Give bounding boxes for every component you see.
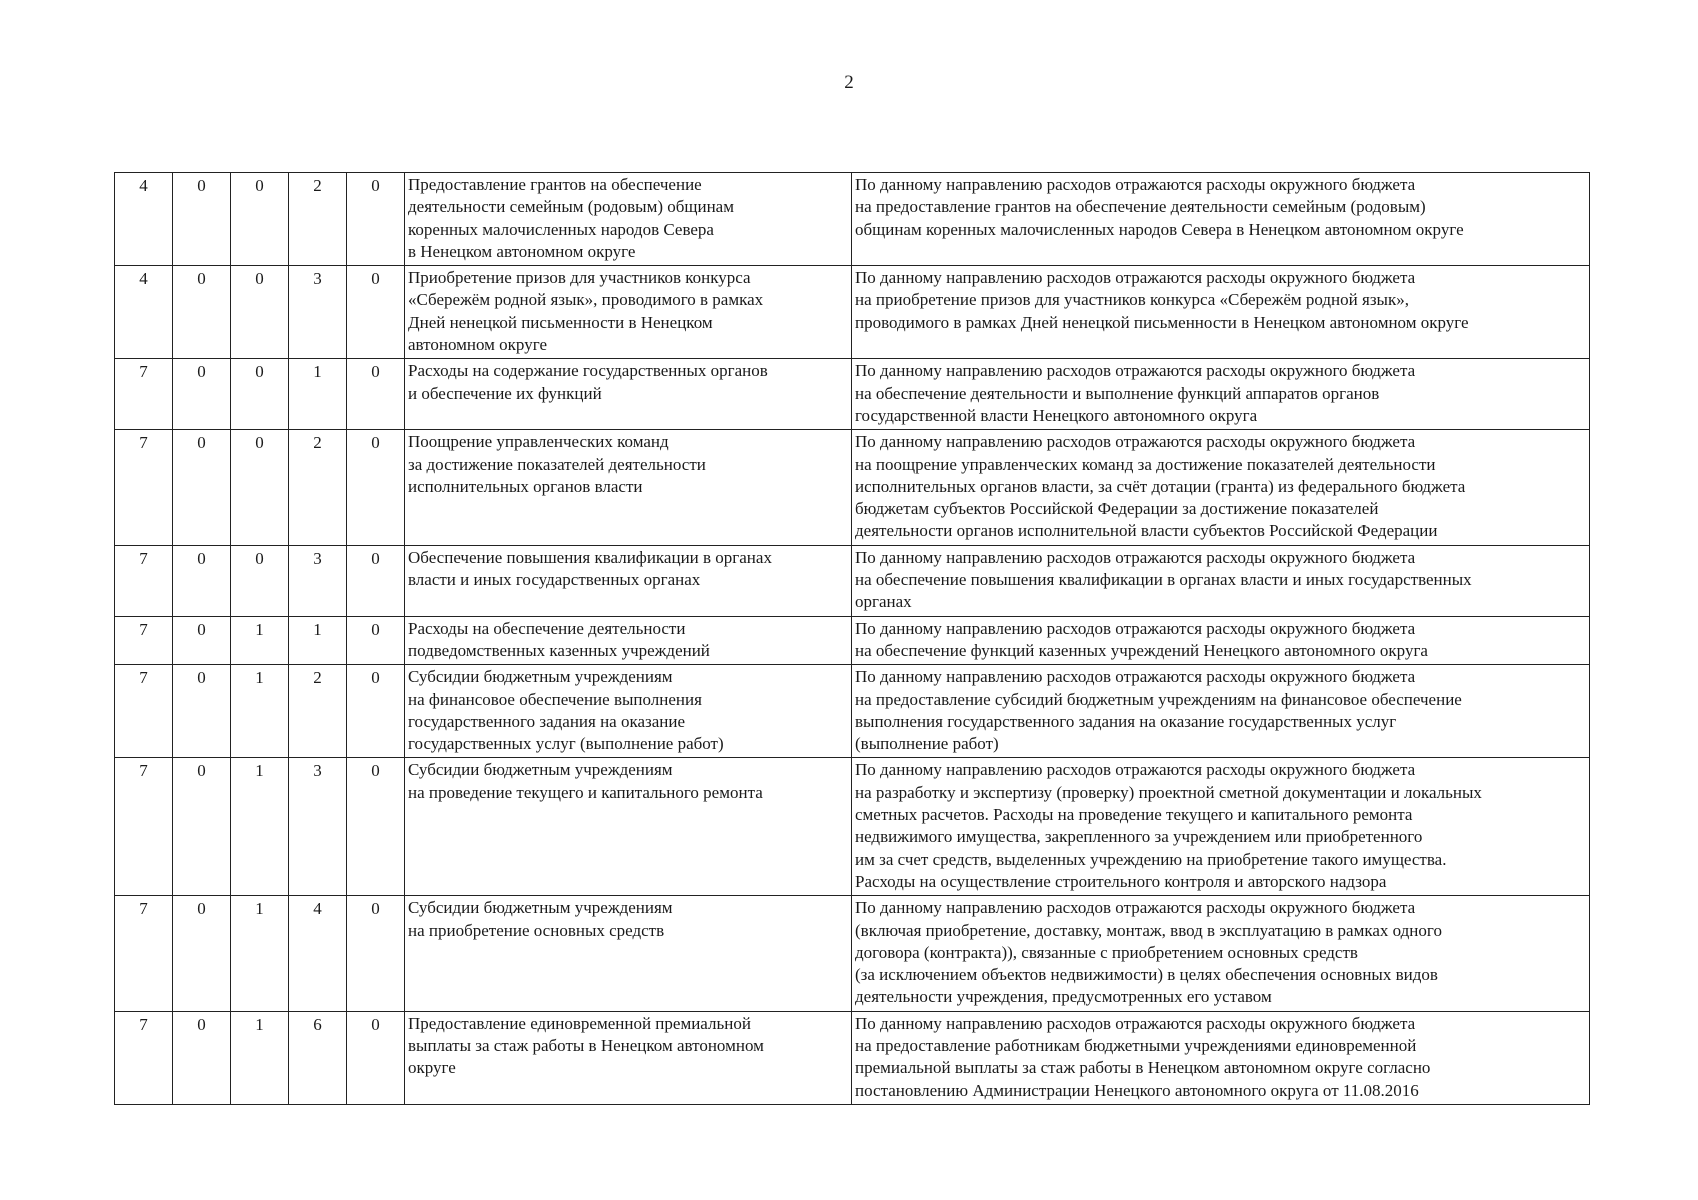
description-line: общинам коренных малочисленных народов Севера в Ненецком автономном округе [855,219,1464,239]
description-line: По данному направлению расходов отражаются расходы окружного бюджета [855,1013,1416,1033]
code-digit-5: 0 [347,896,405,1011]
expense-direction-name [405,266,852,359]
description-line: бюджетам субъектов Российской Федерации за достижение показателей [855,499,1379,519]
description-line: проводимого в рамках Дней ненецкой письменности в Ненецком автономном округе [855,312,1469,332]
code-digit-3: 0 [231,545,289,616]
description-line: (за исключением объектов недвижимости) в целях обеспечения основных видов [855,965,1438,985]
code-digit-1: 7 [115,896,173,1011]
description-line: деятельности учреждения, предусмотренных его уставом [855,987,1272,1007]
description-line: государственной власти Ненецкого автономного округа [855,405,1258,425]
name-line: округе [408,1058,456,1078]
description-line: договора (контракта)), связанные с приобретением основных средств [855,942,1358,962]
code-digit-3: 0 [231,430,289,545]
description-line: (включая приобретение, доставку, монтаж, ввод в эксплуатацию в рамках одного [855,920,1442,940]
code-digit-1: 7 [115,1011,173,1104]
expense-direction-name [405,430,852,545]
expense-direction-name [405,616,852,665]
description-line: По данному направлению расходов отражаются расходы окружного бюджета [855,361,1416,381]
description-line: (выполнение работ) [855,734,999,754]
name-line: выплаты за стаж работы в Ненецком автономном [408,1035,764,1055]
name-line: Поощрение управленческих команд [408,432,669,452]
code-digit-5: 0 [347,266,405,359]
code-digit-2: 0 [173,616,231,665]
code-digit-1: 7 [115,665,173,758]
code-digit-2: 0 [173,359,231,430]
code-digit-5: 0 [347,430,405,545]
expense-direction-name [405,173,852,266]
code-digit-3: 1 [231,665,289,758]
code-digit-1: 4 [115,266,173,359]
description-line: По данному направлению расходов отражаются расходы окружного бюджета [855,760,1416,780]
name-line: на проведение текущего и капитального ремонта [408,782,763,802]
name-line: деятельности семейным (родовым) общинам [408,197,734,217]
code-digit-3: 0 [231,266,289,359]
description-line: По данному направлению расходов отражаются расходы окружного бюджета [855,175,1416,194]
code-digit-2: 0 [173,665,231,758]
code-digit-4: 2 [289,665,347,758]
code-digit-4: 1 [289,616,347,665]
table-row [115,545,1590,616]
description-line: на поощрение управленческих команд за достижение показателей деятельности [855,454,1436,474]
code-digit-2: 0 [173,758,231,896]
table-row [115,896,1590,1011]
description-line: сметных расчетов. Расходы на проведение текущего и капитального ремонта [855,805,1413,825]
name-line: Расходы на содержание государственных органов [408,361,768,381]
name-line: Обеспечение повышения квалификации в органах [408,547,772,567]
table-row [115,266,1590,359]
code-digit-5: 0 [347,616,405,665]
description-line: По данному направлению расходов отражаются расходы окружного бюджета [855,547,1416,567]
description-line: органах [855,592,912,612]
table-row [115,359,1590,430]
description-line: на предоставление субсидий бюджетным учреждениям на финансовое обеспечение [855,689,1462,709]
description-line: премиальной выплаты за стаж работы в Ненецком автономном округе согласно [855,1058,1431,1078]
table-row [115,430,1590,545]
code-digit-2: 0 [173,896,231,1011]
page-number: 2 [844,72,854,93]
name-line: государственного задания на оказание [408,711,686,731]
description-line: По данному направлению расходов отражаются расходы окружного бюджета [855,898,1416,918]
table-body [115,173,1590,1105]
code-digit-2: 0 [173,545,231,616]
name-line: Субсидии бюджетным учреждениям [408,898,673,918]
code-digit-5: 0 [347,1011,405,1104]
code-digit-4: 1 [289,359,347,430]
description-line: По данному направлению расходов отражаются расходы окружного бюджета [855,268,1416,288]
code-digit-5: 0 [347,545,405,616]
code-digit-3: 0 [231,173,289,266]
name-line: «Сбережём родной язык», проводимого в рамках [408,290,764,310]
table-row [115,665,1590,758]
table-row [115,616,1590,665]
description-line: на разработку и экспертизу (проверку) проектной сметной документации и локальных [855,782,1482,802]
expense-direction-name [405,359,852,430]
description-line: на обеспечение повышения квалификации в органах власти и иных государственных [855,570,1472,590]
description-line: выполнения государственного задания на оказание государственных услуг [855,711,1397,731]
code-digit-5: 0 [347,173,405,266]
code-digit-3: 0 [231,359,289,430]
description-line: на предоставление грантов на обеспечение деятельности семейным (родовым) [855,197,1426,217]
name-line: власти и иных государственных органах [408,570,701,590]
table-row [115,173,1590,266]
code-digit-4: 3 [289,758,347,896]
name-line: Дней ненецкой письменности в Ненецком [408,312,713,332]
code-digit-4: 3 [289,266,347,359]
code-digit-2: 0 [173,430,231,545]
expense-direction-description [852,545,1590,616]
expense-direction-description [852,896,1590,1011]
name-line: на финансовое обеспечение выполнения [408,689,702,709]
name-line: в Ненецком автономном округе [408,241,636,261]
code-digit-4: 3 [289,545,347,616]
code-digit-1: 7 [115,359,173,430]
name-line: исполнительных органов власти [408,476,643,496]
description-line: на обеспечение функций казенных учреждений Ненецкого автономного округа [855,640,1428,660]
code-digit-3: 1 [231,616,289,665]
expense-direction-description [852,758,1590,896]
expense-direction-description [852,359,1590,430]
code-digit-3: 1 [231,758,289,896]
code-digit-5: 0 [347,665,405,758]
expense-direction-description [852,430,1590,545]
name-line: Приобретение призов для участников конкурса [408,268,751,288]
code-digit-1: 4 [115,173,173,266]
name-line: Предоставление грантов на обеспечение [408,175,702,194]
expense-direction-description [852,266,1590,359]
description-line: исполнительных органов власти, за счёт дотации (гранта) из федерального бюджета [855,476,1466,496]
budget-codes-table [114,172,1590,1105]
code-digit-2: 0 [173,173,231,266]
description-line: на приобретение призов для участников конкурса «Сбережём родной язык», [855,290,1409,310]
code-digit-4: 6 [289,1011,347,1104]
expense-direction-name [405,545,852,616]
description-line: им за счет средств, выделенных учреждению на приобретение такого имущества. [855,849,1447,869]
table-row [115,758,1590,896]
code-digit-4: 2 [289,173,347,266]
name-line: Предоставление единовременной премиальной [408,1013,751,1033]
description-line: По данному направлению расходов отражаются расходы окружного бюджета [855,667,1416,687]
expense-direction-name [405,1011,852,1104]
code-digit-4: 2 [289,430,347,545]
expense-direction-name [405,758,852,896]
code-digit-5: 0 [347,758,405,896]
code-digit-1: 7 [115,758,173,896]
code-digit-2: 0 [173,266,231,359]
table-row [115,1011,1590,1104]
name-line: за достижение показателей деятельности [408,454,706,474]
description-line: По данному направлению расходов отражаются расходы окружного бюджета [855,618,1416,638]
expense-direction-name [405,896,852,1011]
code-digit-1: 7 [115,545,173,616]
description-line: Расходы на осуществление строительного контроля и авторского надзора [855,871,1387,891]
code-digit-4: 4 [289,896,347,1011]
name-line: автономном округе [408,335,547,355]
code-digit-2: 0 [173,1011,231,1104]
description-line: на обеспечение деятельности и выполнение функций аппаратов органов [855,383,1380,403]
expense-direction-name [405,665,852,758]
name-line: государственных услуг (выполнение работ) [408,734,724,754]
description-line: постановлению Администрации Ненецкого автономного округа от 11.08.2016 [855,1080,1419,1100]
expense-direction-description [852,616,1590,665]
name-line: и обеспечение их функций [408,383,602,403]
code-digit-3: 1 [231,1011,289,1104]
name-line: на приобретение основных средств [408,920,665,940]
name-line: коренных малочисленных народов Севера [408,219,714,239]
name-line: Субсидии бюджетным учреждениям [408,667,673,687]
name-line: Расходы на обеспечение деятельности [408,618,686,638]
name-line: подведомственных казенных учреждений [408,640,710,660]
description-line: По данному направлению расходов отражаются расходы окружного бюджета [855,432,1416,452]
description-line: на предоставление работникам бюджетными учреждениями единовременной [855,1035,1417,1055]
code-digit-5: 0 [347,359,405,430]
description-line: недвижимого имущества, закрепленного за учреждением или приобретенного [855,827,1423,847]
code-digit-1: 7 [115,430,173,545]
expense-direction-description [852,173,1590,266]
expense-direction-description [852,1011,1590,1104]
expense-direction-description [852,665,1590,758]
description-line: деятельности органов исполнительной власти субъектов Российской Федерации [855,521,1438,541]
name-line: Субсидии бюджетным учреждениям [408,760,673,780]
code-digit-1: 7 [115,616,173,665]
code-digit-3: 1 [231,896,289,1011]
